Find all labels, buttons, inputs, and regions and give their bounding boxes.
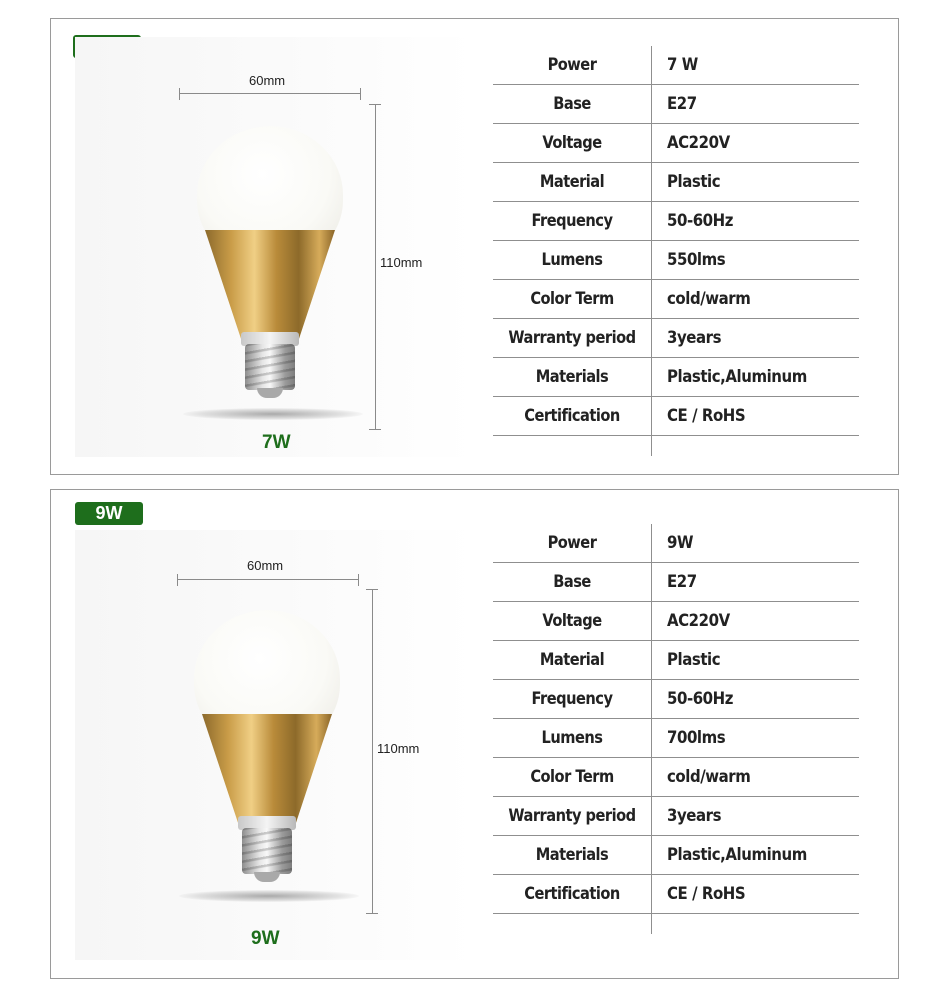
spec-row-certification bbox=[493, 875, 859, 914]
spec-value: 550lms bbox=[667, 250, 726, 270]
spec-key: Materials bbox=[535, 845, 609, 865]
spec-key: Frequency bbox=[531, 211, 613, 231]
spec-row-base bbox=[493, 85, 859, 124]
spec-key: Materials bbox=[535, 367, 609, 387]
spec-row-voltage bbox=[493, 602, 859, 641]
spec-table bbox=[493, 524, 859, 914]
spec-value: Plastic bbox=[667, 650, 721, 670]
spec-key: Power bbox=[547, 55, 597, 75]
spec-row-frequency bbox=[493, 680, 859, 719]
spec-row-materials bbox=[493, 836, 859, 875]
spec-row-power bbox=[493, 524, 859, 563]
spec-row-materials bbox=[493, 358, 859, 397]
height-dimension-label: 110mm bbox=[377, 741, 420, 756]
bulb-contact-tip bbox=[254, 872, 280, 882]
spec-key: Material bbox=[539, 172, 605, 192]
spec-value: AC220V bbox=[667, 133, 730, 153]
spec-key: Lumens bbox=[541, 250, 603, 270]
spec-row-lumens bbox=[493, 241, 859, 280]
spec-row-color-term bbox=[493, 280, 859, 319]
spec-value: E27 bbox=[667, 572, 697, 592]
spec-key: Base bbox=[553, 572, 591, 592]
spec-key: Material bbox=[539, 650, 605, 670]
spec-key: Lumens bbox=[541, 728, 603, 748]
wattage-caption: 7W bbox=[262, 432, 291, 453]
spec-value: 7 W bbox=[667, 55, 698, 75]
spec-key: Voltage bbox=[542, 611, 602, 631]
spec-value: 9W bbox=[667, 533, 694, 553]
spec-key: Warranty period bbox=[508, 806, 636, 826]
spec-value: 50-60Hz bbox=[667, 211, 733, 231]
spec-row-material bbox=[493, 641, 859, 680]
led-bulb-image bbox=[194, 610, 344, 910]
spec-key: Frequency bbox=[531, 689, 613, 709]
bulb-aluminum-neck bbox=[205, 230, 335, 340]
product-panel-9w bbox=[50, 489, 899, 979]
spec-row-lumens bbox=[493, 719, 859, 758]
spec-value: 700lms bbox=[667, 728, 726, 748]
spec-value: AC220V bbox=[667, 611, 730, 631]
spec-key: Warranty period bbox=[508, 328, 636, 348]
spec-row-frequency bbox=[493, 202, 859, 241]
led-bulb-image bbox=[197, 126, 347, 426]
spec-key: Base bbox=[553, 94, 591, 114]
spec-value: 50-60Hz bbox=[667, 689, 733, 709]
spec-row-color-term bbox=[493, 758, 859, 797]
spec-row-material bbox=[493, 163, 859, 202]
spec-value: 3years bbox=[667, 806, 722, 826]
bulb-shadow bbox=[179, 890, 359, 902]
spec-value: cold/warm bbox=[667, 289, 751, 309]
spec-value: 3years bbox=[667, 328, 722, 348]
spec-key: Certification bbox=[524, 884, 620, 904]
spec-row-certification bbox=[493, 397, 859, 436]
wattage-badge: 9W bbox=[75, 502, 143, 525]
spec-table bbox=[493, 46, 859, 436]
spec-row-power bbox=[493, 46, 859, 85]
wattage-caption: 9W bbox=[251, 928, 280, 949]
spec-key: Color Term bbox=[530, 767, 614, 787]
spec-row-voltage bbox=[493, 124, 859, 163]
bulb-shadow bbox=[183, 408, 363, 420]
product-image-area bbox=[75, 37, 475, 457]
spec-value: E27 bbox=[667, 94, 697, 114]
width-dimension-label: 60mm bbox=[247, 558, 284, 573]
spec-key: Power bbox=[547, 533, 597, 553]
product-image-area bbox=[75, 530, 475, 960]
spec-value: Plastic bbox=[667, 172, 721, 192]
bulb-aluminum-neck bbox=[202, 714, 332, 824]
spec-value: Plastic,Aluminum bbox=[667, 845, 807, 865]
bulb-e27-screw-base bbox=[242, 828, 292, 874]
spec-key: Color Term bbox=[530, 289, 614, 309]
height-dimension-label: 110mm bbox=[380, 255, 423, 270]
spec-row-warranty bbox=[493, 797, 859, 836]
spec-value: Plastic,Aluminum bbox=[667, 367, 807, 387]
spec-value: CE / RoHS bbox=[667, 884, 746, 904]
width-dimension-line bbox=[179, 93, 361, 105]
spec-row-warranty bbox=[493, 319, 859, 358]
width-dimension-label: 60mm bbox=[249, 73, 286, 88]
spec-key: Certification bbox=[524, 406, 620, 426]
width-dimension-line bbox=[177, 579, 359, 591]
spec-value: CE / RoHS bbox=[667, 406, 746, 426]
bulb-contact-tip bbox=[257, 388, 283, 398]
bulb-e27-screw-base bbox=[245, 344, 295, 390]
spec-row-base bbox=[493, 563, 859, 602]
spec-value: cold/warm bbox=[667, 767, 751, 787]
spec-key: Voltage bbox=[542, 133, 602, 153]
product-panel-7w bbox=[50, 18, 899, 475]
